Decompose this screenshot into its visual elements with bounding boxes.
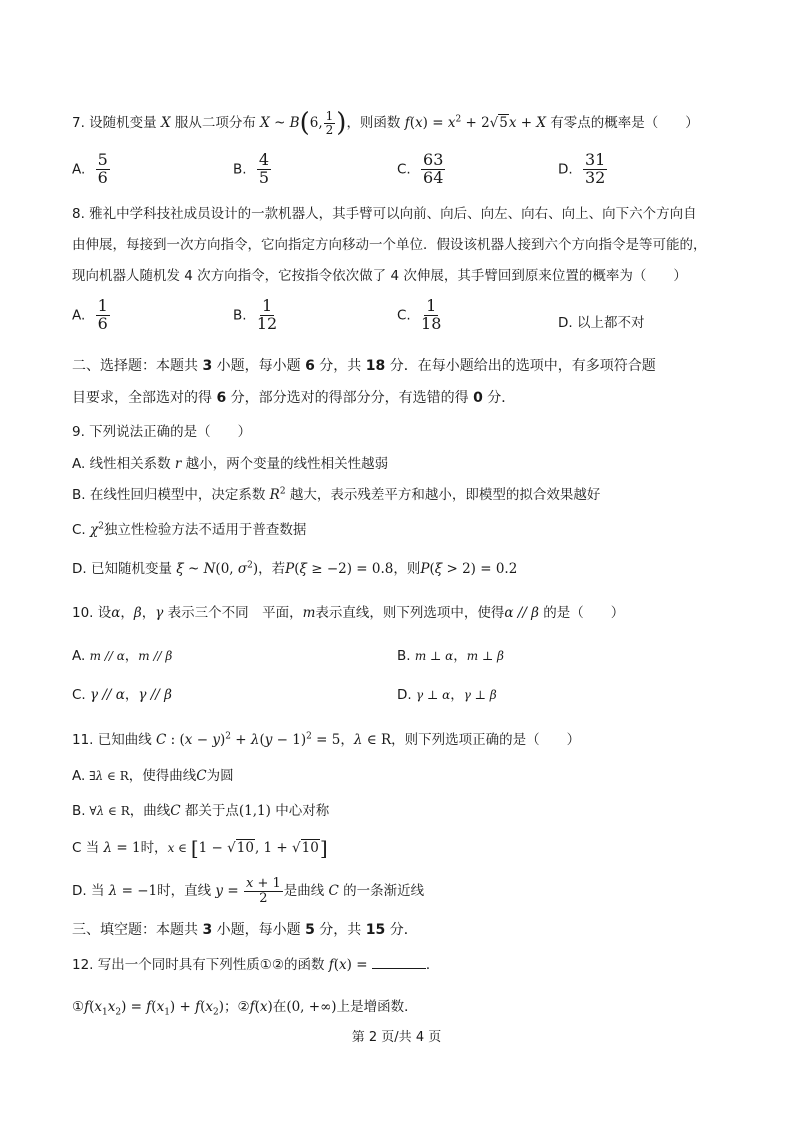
q9-option-a[interactable]: A. 线性相关系数 r 越小，两个变量的线性相关性越弱: [72, 456, 389, 472]
q10-stem: 10. 设α，β，γ 表示三个不同 平面，m表示直线，则下列选项中，使得α // β 的是（ ）: [72, 605, 625, 621]
option-label: B.: [233, 307, 247, 324]
q7-binomial: X ~ B: [255, 115, 300, 131]
q7-option-b[interactable]: [233, 152, 271, 187]
q7-text-3: ，则函数: [346, 115, 401, 131]
q7-text-2: 服从二项分布: [174, 115, 256, 131]
option-fraction: $\frac{31}{32}$: [584, 150, 606, 187]
q8-stem-line-3: 现向机器人随机发 4 次方向指令，它按指令依次做了 4 次伸展，其手臂回到原来位置的概率为（ ）: [72, 268, 687, 284]
q10-option-b[interactable]: B. m ⊥ α，m ⊥ β: [397, 648, 504, 664]
page-footer: 第 2 页/共 4 页: [351, 1030, 442, 1045]
q8-stem-line-1: 8. 雅礼中学科技社成员设计的一款机器人，其手臂可以向前、向后、向左、向右、向上、向下六个方向自: [72, 206, 697, 222]
q7-text-4: 有零点的概率是（ ）: [550, 115, 699, 131]
q7-stem: 7. 设随机变量 X 服从二项分布 X ~ B(6, $\frac{1}{2}$ )，则函数 $f(x) = x^2 + 2√5x + X$ 有零点的概率是（ ）: [72, 108, 699, 138]
q7-paren-close: ): [336, 108, 347, 138]
q10-option-a[interactable]: A. m // α，m // β: [72, 648, 173, 664]
option-fraction: $\frac{4}{5}$: [258, 150, 270, 187]
q12-properties: $①f(x_1x_2) = f(x_1) + f(x_2)$；②f(x)在(0, +∞)上是增函数．: [72, 999, 418, 1018]
option-label: D.: [558, 315, 573, 331]
q7-param-p: $\frac{1}{2}$: [325, 108, 334, 137]
q11-option-a[interactable]: A. ∃λ ∈ R，使得曲线C为圆: [72, 768, 234, 784]
option-fraction: $\frac{5}{6}$: [97, 150, 108, 187]
q11-option-c[interactable]: C 当 λ = 1时，x ∈ [1 − √10, 1 + √10]: [72, 836, 328, 860]
option-label: A.: [72, 307, 86, 324]
q12-answer-blank[interactable]: [372, 956, 426, 969]
section-3-heading: 三、填空题：本题共 3 小题，每小题 5 分，共 15 分．: [72, 922, 418, 938]
q7-text-1: 7. 设随机变量: [72, 115, 157, 131]
q11-stem: 11. 已知曲线 C : $(x - y)^2 + \lambda(y - 1)^2 = 5$，λ ∈ R，则下列选项正确的是（ ）: [72, 731, 581, 748]
option-label: A.: [72, 161, 86, 178]
q11-option-d[interactable]: D. 当 λ = −1时，直线 y = $\frac{x + 1}{2}$ 是曲线 C 的一条渐近线: [72, 876, 425, 906]
q10-option-c[interactable]: C. γ // α，γ // β: [72, 687, 172, 703]
q7-function: f: [400, 115, 410, 131]
q7-paren-open: (: [299, 108, 310, 138]
q12-stem: 12. 写出一个同时具有下列性质①②的函数 f(x) = ．: [72, 957, 440, 973]
option-fraction: $\frac{63}{64}$: [423, 150, 444, 187]
q8-option-c[interactable]: [397, 298, 441, 333]
q7-option-c[interactable]: [397, 152, 445, 187]
q7-param-n: 6,: [309, 115, 323, 131]
q8-option-d[interactable]: [558, 311, 644, 331]
q7-var-x: X: [156, 115, 175, 131]
q7-option-a[interactable]: [72, 152, 110, 187]
option-label: C.: [397, 161, 411, 178]
q7-option-d[interactable]: [558, 152, 607, 187]
q11-option-b[interactable]: B. ∀λ ∈ R，曲线C 都关于点(1,1) 中心对称: [72, 803, 330, 819]
section-2-heading-line-2: 目要求，全部选对的得 6 分，部分选对的得部分分，有选错的得 0 分．: [72, 390, 516, 406]
option-fraction: $\frac{1}{12}$: [256, 296, 278, 333]
option-fraction: $\frac{1}{6}$: [97, 296, 108, 333]
option-text: 以上都不对: [576, 315, 645, 331]
option-label: C.: [397, 307, 411, 324]
option-label: D.: [558, 161, 573, 178]
q9-option-d[interactable]: D. 已知随机变量 ξ ~ N(0, $\sigma^2$)，若P(ξ ≥ −2) = 0.8，则P(ξ > 2) = 0.2: [72, 560, 518, 577]
q11-asymptote-fraction: $\frac{x + 1}{2}$: [245, 876, 281, 906]
q8-option-a[interactable]: [72, 298, 110, 333]
q9-option-b[interactable]: B. 在线性回归模型中，决定系数 $R^2$ 越大，表示残差平方和越小，即模型的拟合效果越好: [72, 486, 601, 503]
q10-option-d[interactable]: D. γ ⊥ α，γ ⊥ β: [397, 687, 497, 703]
section-2-heading-line-1: 二、选择题：本题共 3 小题，每小题 6 分，共 18 分．在每小题给出的选项中，有多项符合题: [72, 358, 656, 374]
q9-option-c[interactable]: C. $\chi^2$独立性检验方法不适用于普查数据: [72, 521, 307, 538]
q8-option-b[interactable]: [233, 298, 277, 333]
q9-stem: 9. 下列说法正确的是（ ）: [72, 424, 252, 440]
q8-stem-line-2: 由伸展，每接到一次方向指令，它向指定方向移动一个单位．假设该机器人接到六个方向指令是等可能的，: [72, 237, 707, 253]
option-fraction: $\frac{1}{18}$: [421, 296, 442, 333]
option-label: B.: [233, 161, 247, 178]
